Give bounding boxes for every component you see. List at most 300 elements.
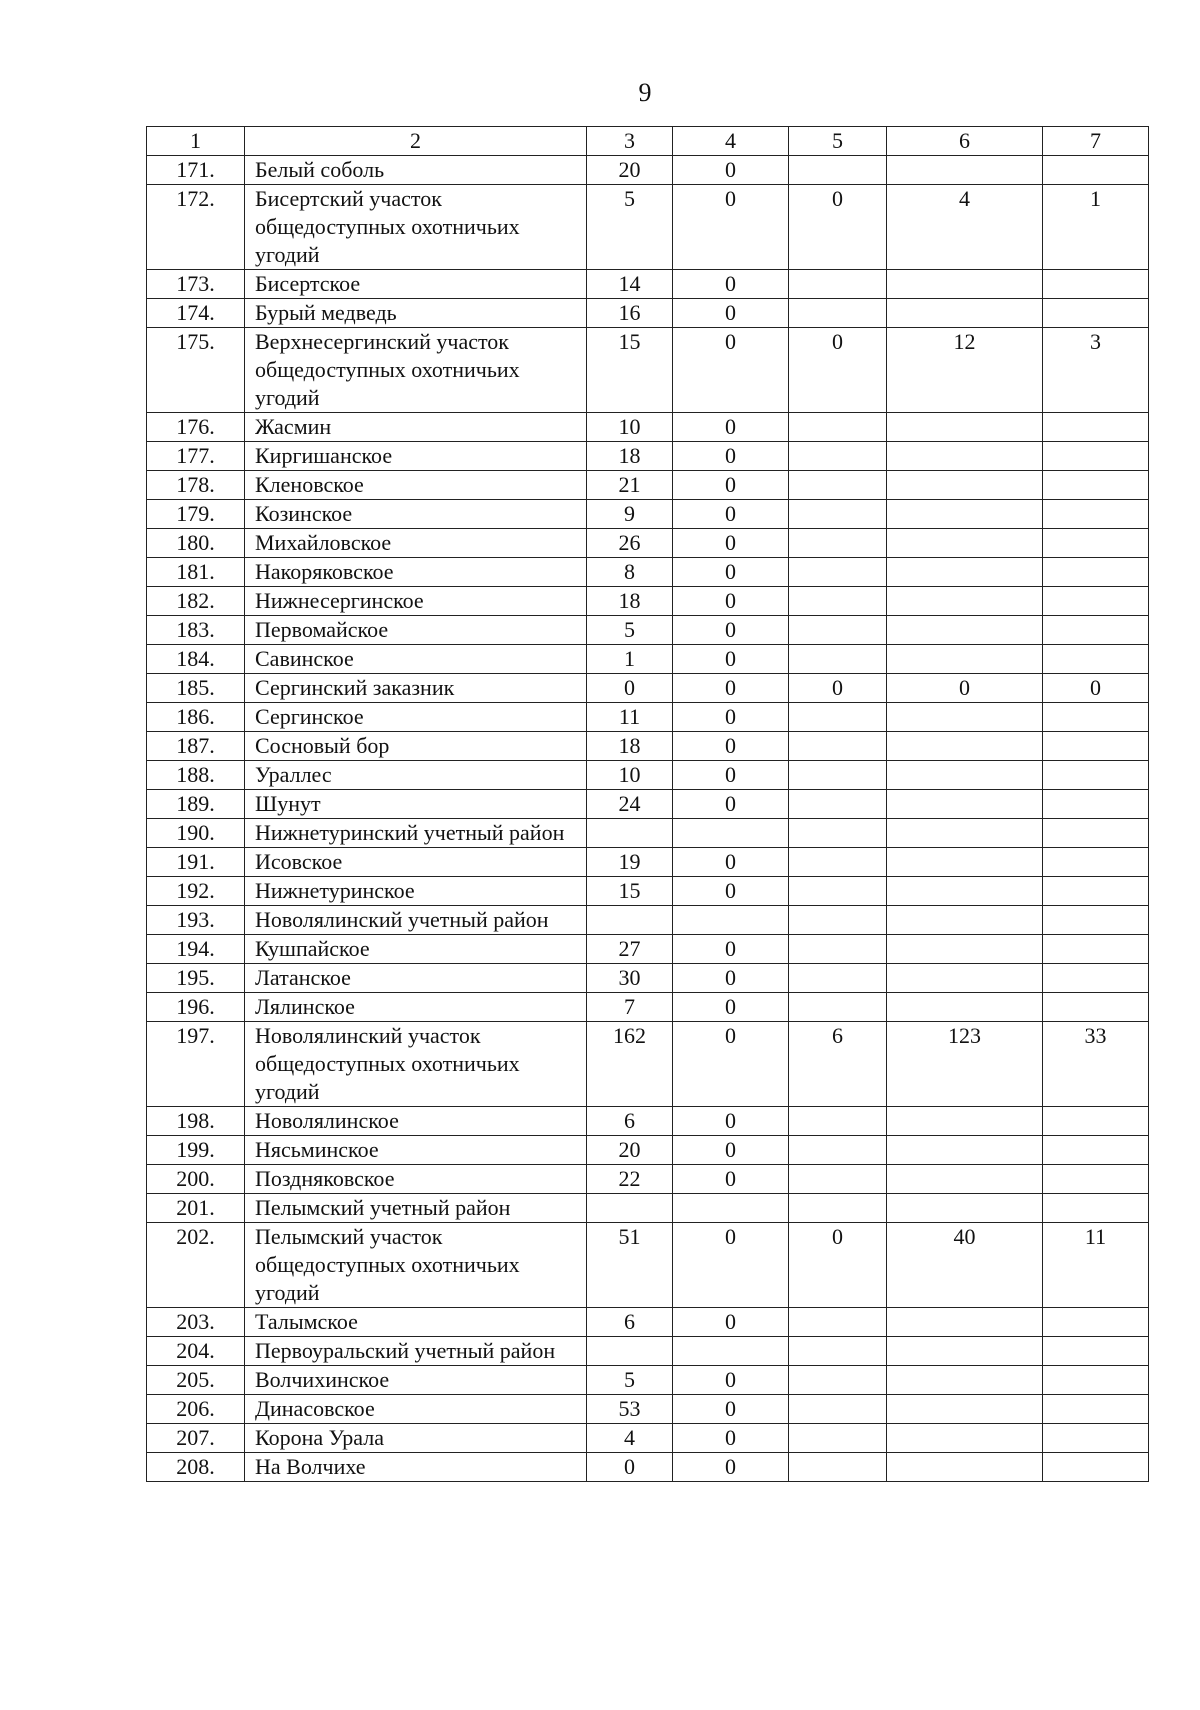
table-row xyxy=(147,1136,1149,1165)
area-name-cell: Козинское xyxy=(245,500,587,529)
header-cell-7: 7 xyxy=(1043,127,1149,156)
row-number-cell: 179. xyxy=(147,500,245,529)
col-5-cell xyxy=(789,471,887,500)
table-row xyxy=(147,1366,1149,1395)
row-number-cell: 204. xyxy=(147,1337,245,1366)
col-3-cell: 4 xyxy=(587,1424,673,1453)
col-4-cell: 0 xyxy=(673,935,789,964)
area-name-cell: Пелымский участок общедоступных охотничьих угодий xyxy=(245,1223,587,1308)
col-5-cell xyxy=(789,964,887,993)
col-5-cell xyxy=(789,761,887,790)
col-3-cell: 20 xyxy=(587,156,673,185)
area-name-cell: Сергинское xyxy=(245,703,587,732)
row-number-cell: 200. xyxy=(147,1165,245,1194)
col-3-cell: 20 xyxy=(587,1136,673,1165)
row-number-cell: 185. xyxy=(147,674,245,703)
col-7-cell xyxy=(1043,935,1149,964)
row-number-cell: 208. xyxy=(147,1453,245,1482)
col-4-cell: 0 xyxy=(673,1424,789,1453)
table-row xyxy=(147,935,1149,964)
col-7-cell xyxy=(1043,1453,1149,1482)
col-4-cell: 0 xyxy=(673,587,789,616)
col-3-cell: 6 xyxy=(587,1107,673,1136)
table-row xyxy=(147,1424,1149,1453)
col-4-cell xyxy=(673,1194,789,1223)
table-row xyxy=(147,645,1149,674)
area-name-cell: Лялинское xyxy=(245,993,587,1022)
col-3-cell: 162 xyxy=(587,1022,673,1107)
area-name-cell: Нижнесергинское xyxy=(245,587,587,616)
col-4-cell: 0 xyxy=(673,848,789,877)
row-number-cell: 195. xyxy=(147,964,245,993)
area-name-cell: Нижнетуринский учетный район xyxy=(245,819,587,848)
col-5-cell xyxy=(789,877,887,906)
row-number-cell: 171. xyxy=(147,156,245,185)
col-4-cell: 0 xyxy=(673,993,789,1022)
col-4-cell: 0 xyxy=(673,1022,789,1107)
col-3-cell: 6 xyxy=(587,1308,673,1337)
table-row xyxy=(147,529,1149,558)
col-4-cell: 0 xyxy=(673,1165,789,1194)
col-5-cell xyxy=(789,906,887,935)
col-7-cell xyxy=(1043,1308,1149,1337)
table-row xyxy=(147,328,1149,413)
table-row xyxy=(147,1337,1149,1366)
col-5-cell xyxy=(789,993,887,1022)
col-4-cell: 0 xyxy=(673,500,789,529)
col-6-cell xyxy=(887,587,1043,616)
area-name-cell: На Волчихе xyxy=(245,1453,587,1482)
table-row xyxy=(147,616,1149,645)
col-6-cell xyxy=(887,1337,1043,1366)
col-6-cell xyxy=(887,1366,1043,1395)
col-7-cell xyxy=(1043,1107,1149,1136)
col-6-cell xyxy=(887,703,1043,732)
col-4-cell: 0 xyxy=(673,1223,789,1308)
col-6-cell xyxy=(887,471,1043,500)
table-row xyxy=(147,674,1149,703)
row-number-cell: 202. xyxy=(147,1223,245,1308)
col-7-cell xyxy=(1043,156,1149,185)
col-3-cell: 11 xyxy=(587,703,673,732)
col-6-cell xyxy=(887,848,1043,877)
col-5-cell xyxy=(789,270,887,299)
col-3-cell: 14 xyxy=(587,270,673,299)
col-4-cell: 0 xyxy=(673,703,789,732)
area-name-cell: Латанское xyxy=(245,964,587,993)
area-name-cell: Накоряковское xyxy=(245,558,587,587)
table-row xyxy=(147,558,1149,587)
col-6-cell xyxy=(887,413,1043,442)
col-7-cell: 33 xyxy=(1043,1022,1149,1107)
table-row xyxy=(147,848,1149,877)
area-name-cell: Бисертский участок общедоступных охотничьих угодий xyxy=(245,185,587,270)
table-row xyxy=(147,1223,1149,1308)
col-6-cell xyxy=(887,1194,1043,1223)
col-7-cell xyxy=(1043,732,1149,761)
col-4-cell xyxy=(673,1337,789,1366)
area-name-cell: Новолялинское xyxy=(245,1107,587,1136)
col-6-cell: 12 xyxy=(887,328,1043,413)
col-4-cell: 0 xyxy=(673,471,789,500)
col-3-cell: 30 xyxy=(587,964,673,993)
col-6-cell xyxy=(887,1424,1043,1453)
col-3-cell: 18 xyxy=(587,587,673,616)
col-6-cell: 40 xyxy=(887,1223,1043,1308)
area-name-cell: Талымское xyxy=(245,1308,587,1337)
col-5-cell xyxy=(789,616,887,645)
table-row xyxy=(147,732,1149,761)
col-3-cell: 22 xyxy=(587,1165,673,1194)
col-5-cell xyxy=(789,529,887,558)
row-number-cell: 176. xyxy=(147,413,245,442)
col-4-cell: 0 xyxy=(673,529,789,558)
col-6-cell xyxy=(887,1308,1043,1337)
table-row xyxy=(147,1308,1149,1337)
area-name-cell: Шунут xyxy=(245,790,587,819)
row-number-cell: 205. xyxy=(147,1366,245,1395)
col-6-cell xyxy=(887,1453,1043,1482)
col-6-cell xyxy=(887,993,1043,1022)
header-cell-5: 5 xyxy=(789,127,887,156)
table-row xyxy=(147,761,1149,790)
col-6-cell xyxy=(887,616,1043,645)
col-6-cell xyxy=(887,790,1043,819)
row-number-cell: 191. xyxy=(147,848,245,877)
row-number-cell: 197. xyxy=(147,1022,245,1107)
col-7-cell xyxy=(1043,1395,1149,1424)
col-7-cell xyxy=(1043,471,1149,500)
col-5-cell xyxy=(789,732,887,761)
row-number-cell: 180. xyxy=(147,529,245,558)
col-7-cell xyxy=(1043,1194,1149,1223)
header-cell-6: 6 xyxy=(887,127,1043,156)
col-5-cell xyxy=(789,703,887,732)
col-5-cell xyxy=(789,442,887,471)
col-7-cell xyxy=(1043,906,1149,935)
col-4-cell: 0 xyxy=(673,442,789,471)
col-5-cell xyxy=(789,413,887,442)
row-number-cell: 198. xyxy=(147,1107,245,1136)
col-6-cell xyxy=(887,558,1043,587)
col-5-cell xyxy=(789,587,887,616)
col-6-cell xyxy=(887,1165,1043,1194)
col-7-cell xyxy=(1043,819,1149,848)
col-3-cell: 0 xyxy=(587,674,673,703)
col-7-cell xyxy=(1043,877,1149,906)
col-4-cell: 0 xyxy=(673,1366,789,1395)
col-7-cell xyxy=(1043,587,1149,616)
row-number-cell: 172. xyxy=(147,185,245,270)
table-row xyxy=(147,1453,1149,1482)
table-row xyxy=(147,906,1149,935)
col-3-cell: 7 xyxy=(587,993,673,1022)
col-3-cell xyxy=(587,1337,673,1366)
row-number-cell: 189. xyxy=(147,790,245,819)
area-name-cell: Бисертское xyxy=(245,270,587,299)
col-3-cell: 18 xyxy=(587,442,673,471)
col-3-cell: 5 xyxy=(587,185,673,270)
row-number-cell: 178. xyxy=(147,471,245,500)
table-row xyxy=(147,156,1149,185)
col-4-cell: 0 xyxy=(673,790,789,819)
col-6-cell xyxy=(887,156,1043,185)
area-name-cell: Савинское xyxy=(245,645,587,674)
area-name-cell: Первоуральский учетный район xyxy=(245,1337,587,1366)
col-7-cell xyxy=(1043,848,1149,877)
row-number-cell: 181. xyxy=(147,558,245,587)
area-name-cell: Белый соболь xyxy=(245,156,587,185)
col-4-cell: 0 xyxy=(673,328,789,413)
area-name-cell: Верхнесергинский участок общедоступных охотничьих угодий xyxy=(245,328,587,413)
col-3-cell: 24 xyxy=(587,790,673,819)
col-7-cell xyxy=(1043,1366,1149,1395)
col-7-cell xyxy=(1043,645,1149,674)
col-5-cell xyxy=(789,1107,887,1136)
col-3-cell: 18 xyxy=(587,732,673,761)
header-cell-2: 2 xyxy=(245,127,587,156)
row-number-cell: 192. xyxy=(147,877,245,906)
col-6-cell xyxy=(887,645,1043,674)
row-number-cell: 183. xyxy=(147,616,245,645)
col-7-cell xyxy=(1043,442,1149,471)
col-5-cell xyxy=(789,848,887,877)
col-6-cell xyxy=(887,1136,1043,1165)
col-6-cell: 4 xyxy=(887,185,1043,270)
col-5-cell xyxy=(789,1308,887,1337)
row-number-cell: 187. xyxy=(147,732,245,761)
row-number-cell: 173. xyxy=(147,270,245,299)
area-name-cell: Поздняковское xyxy=(245,1165,587,1194)
table-row xyxy=(147,964,1149,993)
table-row xyxy=(147,1107,1149,1136)
col-3-cell: 8 xyxy=(587,558,673,587)
col-5-cell xyxy=(789,500,887,529)
area-name-cell: Нясьминское xyxy=(245,1136,587,1165)
col-5-cell xyxy=(789,1165,887,1194)
col-7-cell xyxy=(1043,1136,1149,1165)
col-3-cell xyxy=(587,819,673,848)
area-name-cell: Пелымский учетный район xyxy=(245,1194,587,1223)
hunting-grounds-table xyxy=(146,126,1149,1482)
col-3-cell: 9 xyxy=(587,500,673,529)
col-3-cell: 15 xyxy=(587,877,673,906)
row-number-cell: 196. xyxy=(147,993,245,1022)
table-row xyxy=(147,471,1149,500)
col-7-cell xyxy=(1043,529,1149,558)
col-4-cell: 0 xyxy=(673,185,789,270)
row-number-cell: 194. xyxy=(147,935,245,964)
page-number: 9 xyxy=(638,78,652,107)
area-name-cell: Исовское xyxy=(245,848,587,877)
table-row xyxy=(147,790,1149,819)
col-6-cell xyxy=(887,442,1043,471)
col-3-cell: 21 xyxy=(587,471,673,500)
col-3-cell: 51 xyxy=(587,1223,673,1308)
col-4-cell xyxy=(673,819,789,848)
col-4-cell: 0 xyxy=(673,1107,789,1136)
col-7-cell xyxy=(1043,413,1149,442)
col-7-cell xyxy=(1043,1337,1149,1366)
col-4-cell: 0 xyxy=(673,964,789,993)
col-5-cell xyxy=(789,935,887,964)
header-cell-4: 4 xyxy=(673,127,789,156)
area-name-cell: Киргишанское xyxy=(245,442,587,471)
col-7-cell: 11 xyxy=(1043,1223,1149,1308)
area-name-cell: Корона Урала xyxy=(245,1424,587,1453)
row-number-cell: 193. xyxy=(147,906,245,935)
area-name-cell: Динасовское xyxy=(245,1395,587,1424)
table-row xyxy=(147,1022,1149,1107)
col-7-cell xyxy=(1043,964,1149,993)
col-7-cell xyxy=(1043,761,1149,790)
col-3-cell: 15 xyxy=(587,328,673,413)
table-row xyxy=(147,993,1149,1022)
col-4-cell: 0 xyxy=(673,1453,789,1482)
col-4-cell: 0 xyxy=(673,270,789,299)
col-4-cell xyxy=(673,906,789,935)
col-7-cell xyxy=(1043,993,1149,1022)
row-number-cell: 182. xyxy=(147,587,245,616)
col-7-cell xyxy=(1043,299,1149,328)
col-4-cell: 0 xyxy=(673,558,789,587)
col-7-cell xyxy=(1043,1424,1149,1453)
table-row xyxy=(147,819,1149,848)
col-4-cell: 0 xyxy=(673,645,789,674)
col-6-cell xyxy=(887,935,1043,964)
area-name-cell: Ураллес xyxy=(245,761,587,790)
area-name-cell: Новолялинский участок общедоступных охотничьих угодий xyxy=(245,1022,587,1107)
row-number-cell: 175. xyxy=(147,328,245,413)
col-7-cell xyxy=(1043,1165,1149,1194)
row-number-cell: 174. xyxy=(147,299,245,328)
area-name-cell: Сергинский заказник xyxy=(245,674,587,703)
col-5-cell xyxy=(789,819,887,848)
col-5-cell: 6 xyxy=(789,1022,887,1107)
area-name-cell: Волчихинское xyxy=(245,1366,587,1395)
col-5-cell xyxy=(789,790,887,819)
col-7-cell: 0 xyxy=(1043,674,1149,703)
row-number-cell: 190. xyxy=(147,819,245,848)
col-5-cell xyxy=(789,1395,887,1424)
col-6-cell xyxy=(887,877,1043,906)
area-name-cell: Кушпайское xyxy=(245,935,587,964)
col-6-cell xyxy=(887,500,1043,529)
table-row xyxy=(147,1194,1149,1223)
row-number-cell: 186. xyxy=(147,703,245,732)
col-5-cell xyxy=(789,1424,887,1453)
area-name-cell: Кленовское xyxy=(245,471,587,500)
col-4-cell: 0 xyxy=(673,299,789,328)
area-name-cell: Нижнетуринское xyxy=(245,877,587,906)
col-5-cell xyxy=(789,1136,887,1165)
area-name-cell: Бурый медведь xyxy=(245,299,587,328)
col-6-cell xyxy=(887,1395,1043,1424)
col-6-cell xyxy=(887,270,1043,299)
col-5-cell: 0 xyxy=(789,328,887,413)
col-5-cell xyxy=(789,1366,887,1395)
col-6-cell xyxy=(887,1107,1043,1136)
header-cell-1: 1 xyxy=(147,127,245,156)
table-row xyxy=(147,270,1149,299)
col-4-cell: 0 xyxy=(673,616,789,645)
col-6-cell xyxy=(887,819,1043,848)
area-name-cell: Сосновый бор xyxy=(245,732,587,761)
table-row xyxy=(147,299,1149,328)
table-row xyxy=(147,703,1149,732)
table-row xyxy=(147,877,1149,906)
row-number-cell: 201. xyxy=(147,1194,245,1223)
col-7-cell xyxy=(1043,270,1149,299)
col-3-cell xyxy=(587,906,673,935)
col-5-cell xyxy=(789,1453,887,1482)
col-3-cell: 10 xyxy=(587,761,673,790)
col-5-cell xyxy=(789,299,887,328)
col-5-cell: 0 xyxy=(789,674,887,703)
col-5-cell: 0 xyxy=(789,185,887,270)
col-5-cell xyxy=(789,1337,887,1366)
col-6-cell: 0 xyxy=(887,674,1043,703)
table-row xyxy=(147,1165,1149,1194)
col-3-cell: 5 xyxy=(587,616,673,645)
col-4-cell: 0 xyxy=(673,877,789,906)
col-6-cell xyxy=(887,732,1043,761)
col-7-cell: 1 xyxy=(1043,185,1149,270)
col-5-cell xyxy=(789,1194,887,1223)
col-4-cell: 0 xyxy=(673,413,789,442)
col-3-cell: 19 xyxy=(587,848,673,877)
col-6-cell xyxy=(887,761,1043,790)
area-name-cell: Михайловское xyxy=(245,529,587,558)
table-body xyxy=(147,156,1149,1482)
col-3-cell: 26 xyxy=(587,529,673,558)
col-3-cell: 16 xyxy=(587,299,673,328)
area-name-cell: Первомайское xyxy=(245,616,587,645)
col-3-cell: 53 xyxy=(587,1395,673,1424)
area-name-cell: Жасмин xyxy=(245,413,587,442)
col-7-cell xyxy=(1043,790,1149,819)
col-3-cell: 10 xyxy=(587,413,673,442)
col-3-cell xyxy=(587,1194,673,1223)
col-3-cell: 0 xyxy=(587,1453,673,1482)
table-header-row xyxy=(147,127,1149,156)
table-row xyxy=(147,185,1149,270)
col-5-cell xyxy=(789,558,887,587)
col-5-cell xyxy=(789,156,887,185)
col-7-cell xyxy=(1043,500,1149,529)
col-7-cell xyxy=(1043,558,1149,587)
row-number-cell: 203. xyxy=(147,1308,245,1337)
col-6-cell xyxy=(887,964,1043,993)
col-4-cell: 0 xyxy=(673,761,789,790)
row-number-cell: 206. xyxy=(147,1395,245,1424)
col-5-cell: 0 xyxy=(789,1223,887,1308)
col-4-cell: 0 xyxy=(673,1308,789,1337)
col-4-cell: 0 xyxy=(673,732,789,761)
area-name-cell: Новолялинский учетный район xyxy=(245,906,587,935)
table-row xyxy=(147,500,1149,529)
table-row xyxy=(147,413,1149,442)
row-number-cell: 199. xyxy=(147,1136,245,1165)
header-cell-3: 3 xyxy=(587,127,673,156)
col-4-cell: 0 xyxy=(673,1395,789,1424)
table-row xyxy=(147,442,1149,471)
row-number-cell: 184. xyxy=(147,645,245,674)
col-7-cell: 3 xyxy=(1043,328,1149,413)
table-row xyxy=(147,1395,1149,1424)
row-number-cell: 207. xyxy=(147,1424,245,1453)
col-5-cell xyxy=(789,645,887,674)
